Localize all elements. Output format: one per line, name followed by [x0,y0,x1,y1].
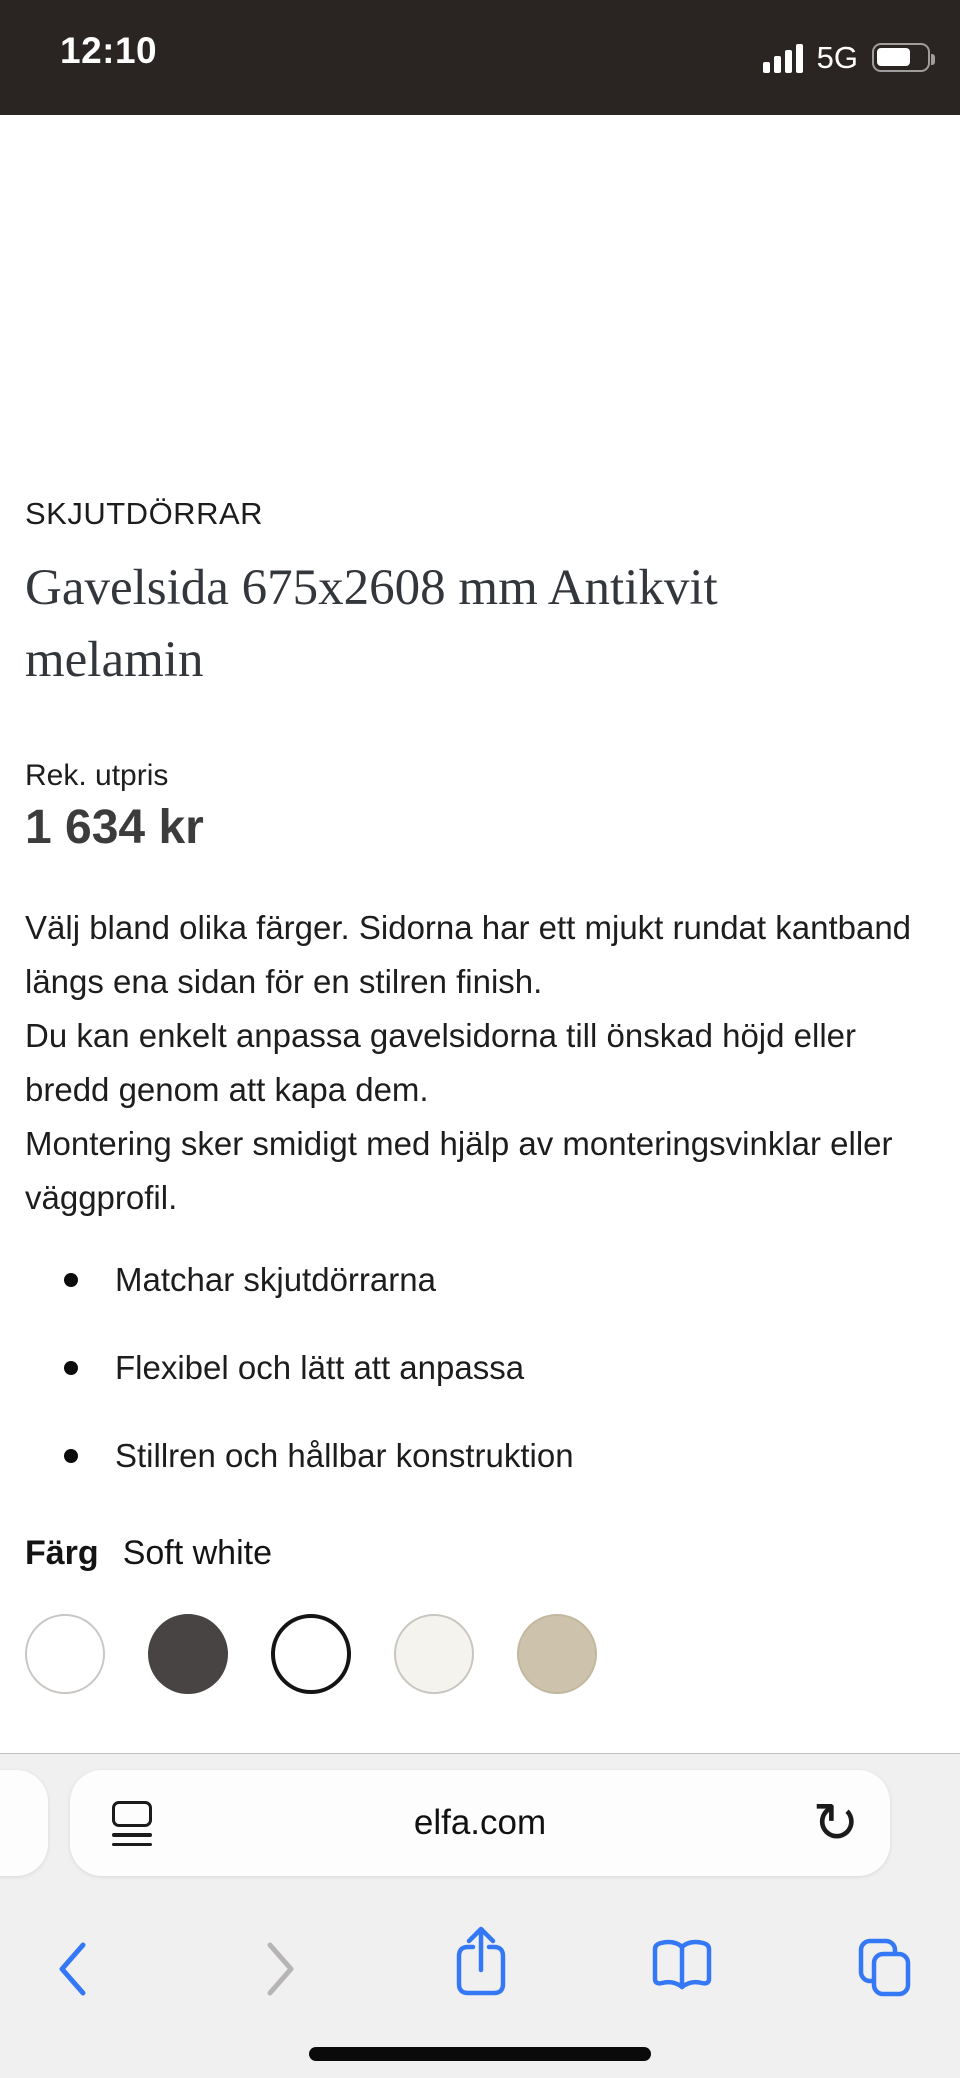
share-icon [452,1922,510,2000]
selected-color-name: Soft white [122,1534,272,1572]
color-label: Färg [25,1534,99,1572]
safari-toolbar [0,1753,960,2078]
color-swatch[interactable] [148,1614,228,1694]
status-indicators [763,0,930,115]
url-text[interactable]: elfa.com [413,1803,547,1842]
color-swatch[interactable] [394,1614,474,1694]
reload-icon[interactable]: ↻ [812,1790,860,1856]
product-page [0,115,960,1753]
battery-icon [872,43,930,72]
tabs-button[interactable] [855,1936,915,2005]
feature-item: Flexibel och lätt att anpassa [25,1341,935,1395]
feature-item: Stillren och hållbar konstruktion [25,1429,935,1483]
description-paragraph: Du kan enkelt anpassa gavelsidorna till önskad höjd eller bredd genom att kapa dem. [25,1017,857,1108]
share-button[interactable] [452,1922,510,2005]
book-icon [648,1937,716,1995]
battery-nub [931,54,935,65]
back-button[interactable] [54,1940,90,2003]
navigation-row [0,1754,960,2078]
bookmarks-button[interactable] [648,1937,716,2000]
status-bar [0,0,960,115]
home-indicator[interactable] [309,2047,651,2061]
feature-list [25,1253,935,1483]
color-swatch-group [25,1614,935,1694]
color-swatch[interactable] [517,1614,597,1694]
color-swatch[interactable] [25,1614,105,1694]
forward-button[interactable] [263,1940,299,2003]
product-price: 1 634 kr [25,801,204,854]
color-selection-row [25,1531,935,1575]
price-label: Rek. utpris [25,759,169,792]
description-paragraph: Välj bland olika färger. Sidorna har ett mjukt rundat kantband längs ena sidan för en stilren finish. [25,909,912,1000]
tabs-icon [855,1936,915,2000]
color-swatch[interactable] [271,1614,351,1694]
product-title: Gavelsida 675x2608 mm Antikvit melamin [25,560,718,688]
product-description [25,901,933,1225]
signal-strength-icon [763,43,803,73]
chevron-right-icon [263,1940,299,1998]
feature-item: Matchar skjutdörrarna [25,1253,935,1307]
status-time: 12:10 [60,30,158,71]
battery-level [877,48,910,66]
network-type-label: 5G [816,39,858,75]
product-category: SKJUTDÖRRAR [25,496,264,531]
chevron-left-icon [54,1940,90,1998]
description-paragraph: Montering sker smidigt med hjälp av monteringsvinklar eller väggprofil. [25,1125,893,1216]
